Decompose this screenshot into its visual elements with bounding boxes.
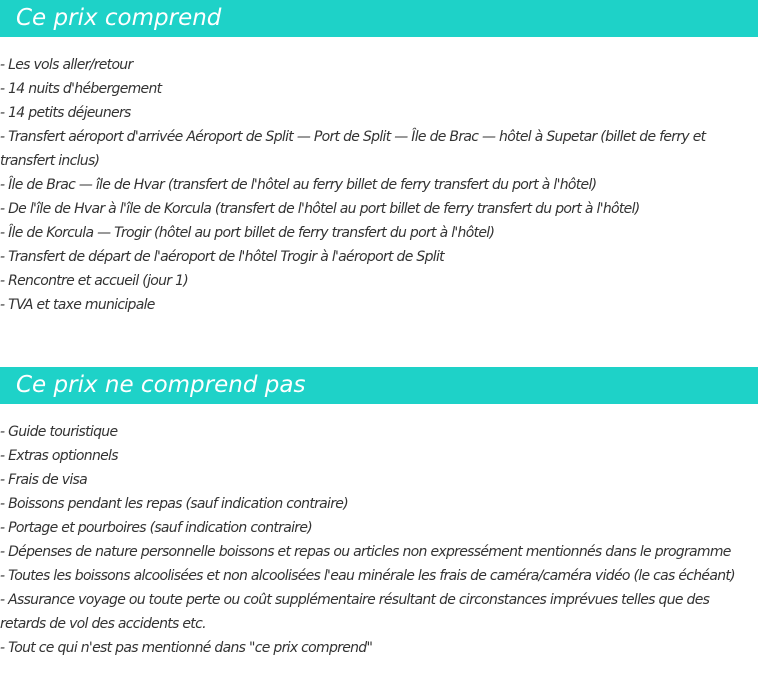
excluded-item: - Portage et pourboires (sauf indication contraire) (0, 520, 313, 536)
excluded-item: - Assurance voyage ou toute perte ou coût supplémentaire résultant de circonstances imprévues telles que des retards de vol des accidents etc. (0, 592, 710, 632)
included-item: - Île de Korcula — Trogir (hôtel au port billet de ferry transfert du port à l'hôtel) (0, 225, 495, 241)
excluded-item: - Tout ce qui n'est pas mentionné dans "ce prix comprend" (0, 640, 373, 656)
excluded-item: - Guide touristique (0, 424, 118, 440)
included-item: - Rencontre et accueil (jour 1) (0, 273, 189, 289)
included-items-list (0, 53, 758, 317)
included-item: - Île de Brac — île de Hvar (transfert de l'hôtel au ferry billet de ferry transfert du port à l'hôtel) (0, 177, 597, 193)
included-item: - 14 nuits d'hébergement (0, 81, 162, 97)
included-item: - De l'île de Hvar à l'île de Korcula (transfert de l'hôtel au port billet de ferry transfert du port à l'hôtel) (0, 201, 640, 217)
included-item: - Transfert de départ de l'aéroport de l'hôtel Trogir à l'aéroport de Split (0, 249, 444, 265)
excluded-item: - Boissons pendant les repas (sauf indication contraire) (0, 496, 348, 512)
excluded-items-list (0, 420, 758, 660)
excluded-item: - Dépenses de nature personnelle boissons et repas ou articles non expressément mentionnés dans le programme (0, 544, 731, 560)
excluded-item: - Frais de visa (0, 472, 88, 488)
included-section-heading: Ce prix comprend (0, 0, 758, 37)
included-item: - 14 petits déjeuners (0, 105, 131, 121)
excluded-item: - Extras optionnels (0, 448, 118, 464)
included-item: - Les vols aller/retour (0, 57, 133, 73)
excluded-section-heading: Ce prix ne comprend pas (0, 367, 758, 404)
included-item: - TVA et taxe municipale (0, 297, 155, 313)
excluded-item: - Toutes les boissons alcoolisées et non alcoolisées l'eau minérale les frais de caméra/caméra vidéo (le cas échéant) (0, 568, 735, 584)
included-item: - Transfert aéroport d'arrivée Aéroport de Split — Port de Split — Île de Brac — hôtel à Supetar (billet de ferry et transfert inclus) (0, 129, 706, 169)
